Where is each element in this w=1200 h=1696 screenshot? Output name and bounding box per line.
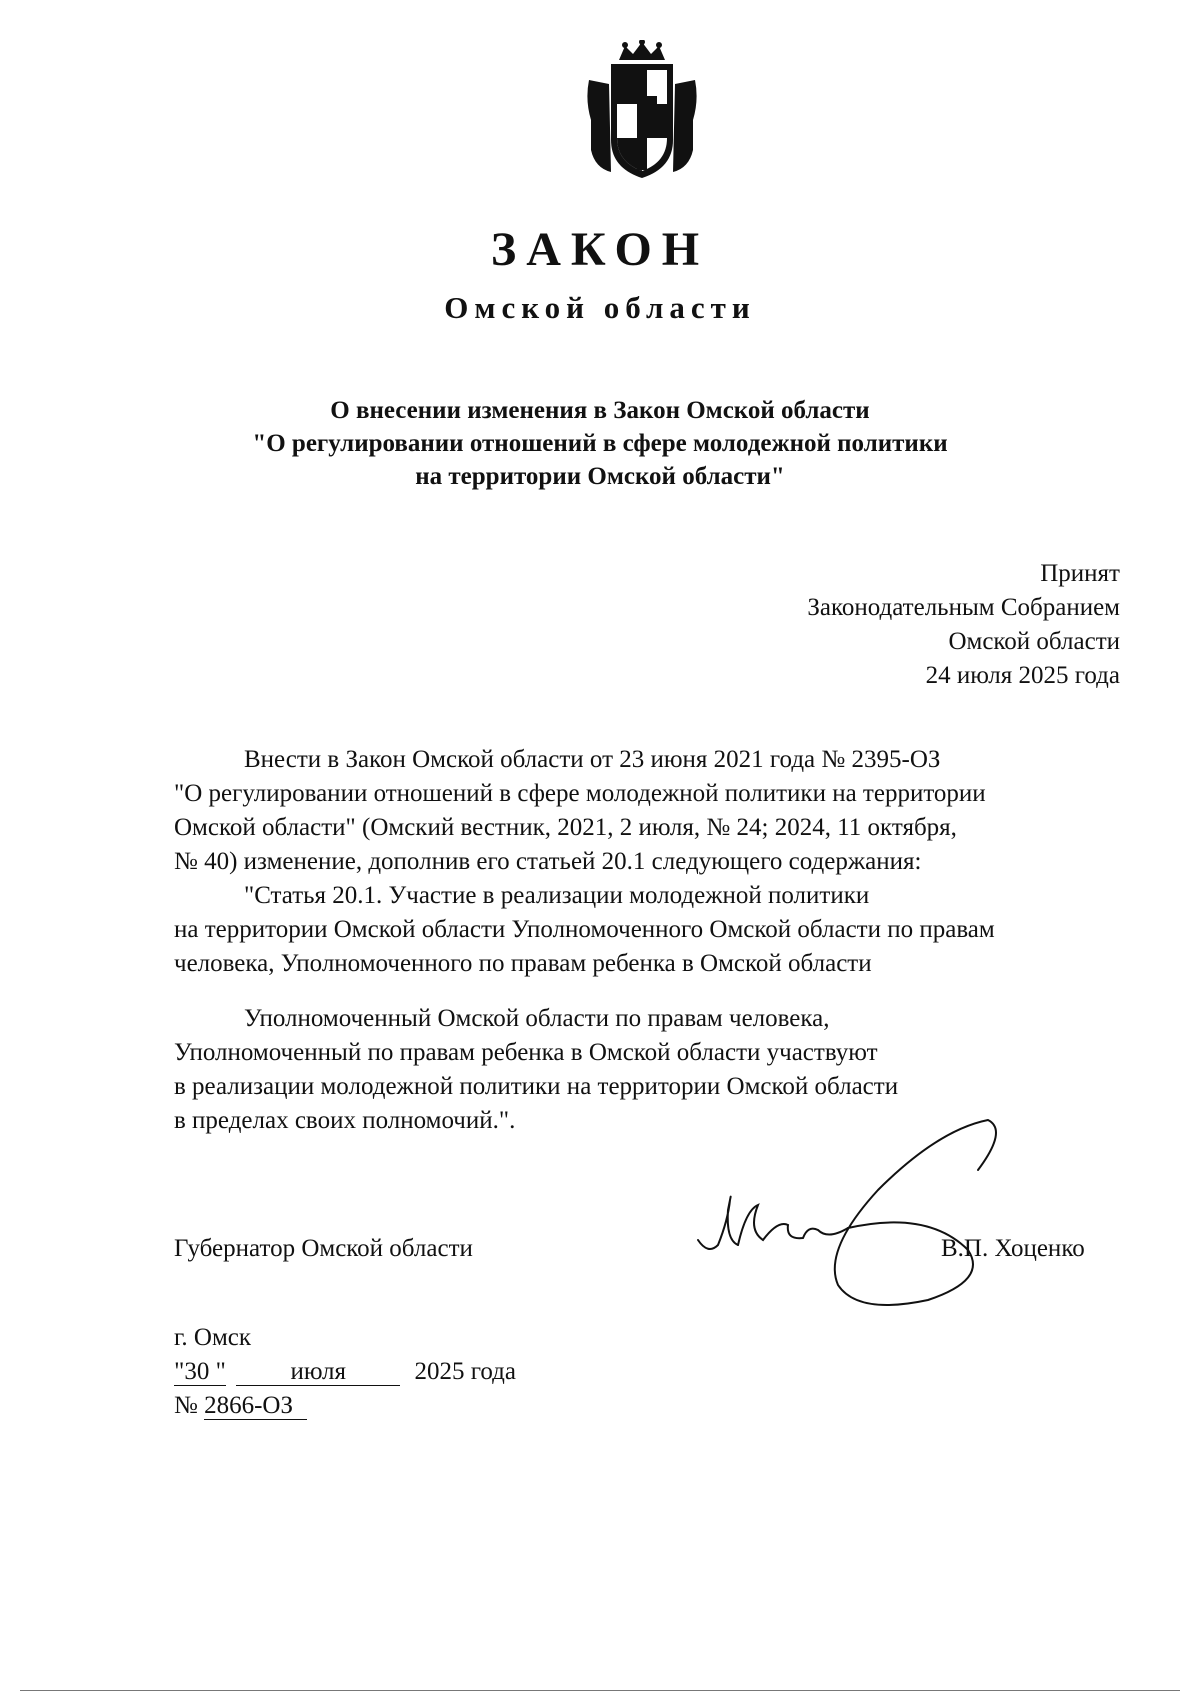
heading-line: О внесении изменения в Закон Омской области [330,397,870,424]
article-heading [174,879,1120,981]
governor-name: В.П. Хоценко [941,1235,1085,1262]
document-subtitle: Омской области [444,290,756,325]
document-title: ЗАКОН [490,223,710,276]
heading-line: "О регулировании отношений в сфере молодежной политики [252,430,948,457]
article-line: "Статья 20.1. Участие в реализации молодежной политики [244,882,870,909]
paragraph-line: Внести в Закон Омской области от 23 июня 2021 года № 2395-ОЗ [244,746,941,773]
paragraph-line: в реализации молодежной политики на территории Омской области [174,1073,899,1100]
article-line: на территории Омской области Уполномоченного Омской области по правам [174,916,995,943]
adoption-line: Принят [1040,560,1120,587]
main-paragraph [174,743,1120,879]
page-bottom-divider [20,1690,1180,1691]
paragraph-line: Уполномоченный Омской области по правам человека, [244,1005,830,1032]
adoption-line: Омской области [948,628,1120,655]
adoption-note [807,557,1120,693]
adoption-line: Законодательным Собранием [807,594,1120,621]
paragraph-line: № 40) изменение, дополнив его статьей 20.1 следующего содержания: [174,848,922,875]
paragraph-line: Омской области" (Омский вестник, 2021, 2 июля, № 24; 2024, 11 октября, [174,814,957,841]
paragraph-line: "О регулировании отношений в сфере молодежной политики на территории [174,780,986,807]
date-day: "30 " [174,1358,226,1385]
law-heading [220,394,980,493]
law-number [174,1392,307,1420]
number-prefix: № [174,1392,198,1419]
governor-position: Губернатор Омской области [174,1235,473,1262]
city-label: г. Омск [174,1324,252,1351]
signing-date [174,1358,516,1386]
article-line: человека, Уполномоченного по правам ребенка в Омской области [174,950,872,977]
number-value: 2866-ОЗ [204,1393,307,1420]
paragraph-line: Уполномоченный по правам ребенка в Омской области участвуют [174,1039,878,1066]
heading-line: на территории Омской области" [415,463,785,490]
coat-of-arms-emblem [581,40,703,180]
adoption-line: 24 июля 2025 года [925,662,1120,689]
date-month: июля [236,1359,400,1386]
paragraph-line: в пределах своих полномочий.". [174,1107,516,1134]
handwritten-signature [688,1100,1018,1320]
date-year: 2025 года [414,1358,516,1385]
